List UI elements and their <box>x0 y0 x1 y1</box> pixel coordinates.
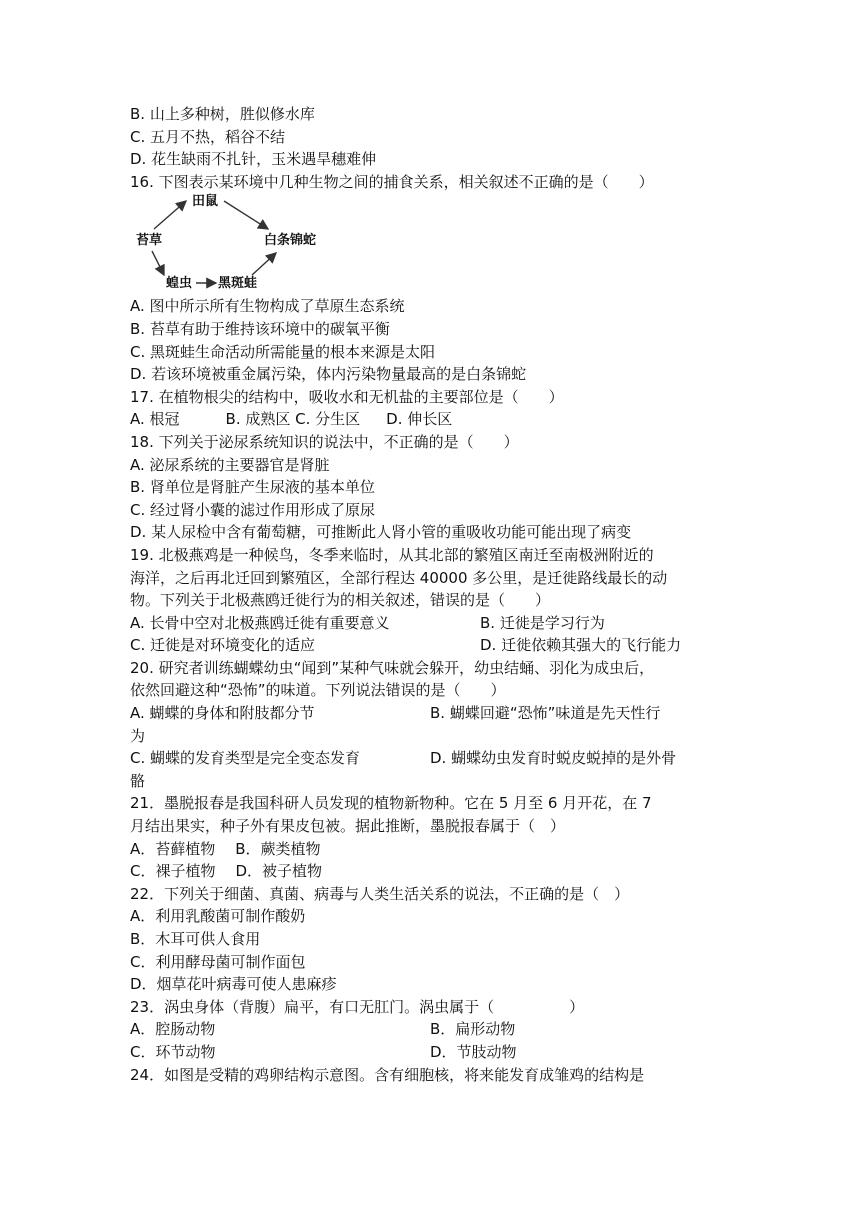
q20-options-row-2 <box>130 747 730 770</box>
q21-stem-line-2: 月结出果实，种子外有果皮包被。据此推断，墨脱报春属于（ ） <box>130 817 566 836</box>
node-vole: 田鼠 <box>192 194 219 210</box>
q16-option-d: D. 若该环境被重金属污染，体内污染物量最高的是白条锦蛇 <box>130 365 527 384</box>
q23-options-row-1 <box>130 1018 730 1041</box>
q18-option-b: B. 肾单位是肾脏产生尿液的基本单位 <box>130 478 375 497</box>
q19-stem-line-2: 海洋，之后再北迁回到繁殖区，全部行程达 40000 多公里，是迁徙路线最长的动 <box>130 568 668 587</box>
q18-stem: 18. 下列关于泌尿系统知识的说法中，不正确的是（ ） <box>130 432 519 451</box>
q21-options-row-1 <box>130 838 730 861</box>
q17-options <box>130 408 730 431</box>
q20-stem-line-2: 依然回避这种“恐怖”的味道。下列说法错误的是（ ） <box>130 681 506 700</box>
q17-option-a: A. 根冠 <box>130 410 180 429</box>
q16-stem: 16. 下图表示某环境中几种生物之间的捕食关系，相关叙述不正确的是（ ） <box>130 172 654 191</box>
node-frog: 黑斑蛙 <box>218 276 258 292</box>
q22-option-a: A．利用乳酸菌可制作酸奶 <box>130 907 306 926</box>
q21-stem-line-1: 21．墨脱报春是我国科研人员发现的植物新物种。它在 5 月至 6 月开花，在 7 <box>130 794 652 813</box>
q21-option-d: D．被子植物 <box>235 862 323 881</box>
q23-option-c: C．环节动物 <box>130 1042 216 1061</box>
q18-option-a: A. 泌尿系统的主要器官是肾脏 <box>130 455 330 474</box>
q18-option-d: D. 某人尿检中含有葡萄糖，可推断此人肾小管的重吸收功能可能出现了病变 <box>130 523 632 542</box>
node-snake: 白条锦蛇 <box>264 233 317 249</box>
q21-option-c: C．裸子植物 <box>130 862 216 881</box>
q19-stem-line-3: 物。下列关于北极燕鸥迁徙行为的相关叙述，错误的是（ ） <box>130 591 551 610</box>
q24-stem: 24．如图是受精的鸡卵结构示意图。含有细胞核，将来能发育成雏鸡的结构是 <box>130 1065 645 1084</box>
q19-option-b: B. 迁徙是学习行为 <box>480 613 605 632</box>
arrow-moss-to-vole <box>154 201 186 229</box>
q21-options-row-2 <box>130 860 730 883</box>
q23-option-b: B．扁形动物 <box>430 1020 516 1039</box>
q17-option-d: D. 伸长区 <box>386 410 453 429</box>
exam-page <box>130 103 730 1086</box>
q22-option-c: C．利用酵母菌可制作面包 <box>130 952 306 971</box>
q19-option-c: C. 迁徙是对环境变化的适应 <box>130 636 316 655</box>
q18-option-c: C. 经过肾小囊的滤过作用形成了原尿 <box>130 500 376 519</box>
q20-option-a: A. 蝴蝶的身体和附肢都分节 <box>130 704 315 723</box>
q19-option-d: D. 迁徙依赖其强大的飞行能力 <box>480 636 682 655</box>
q23-option-a: A．腔肠动物 <box>130 1020 216 1039</box>
q22-option-b: B．木耳可供人食用 <box>130 930 261 948</box>
q21-option-b: B．蕨类植物 <box>235 839 321 858</box>
q17-option-bc: B. 成熟区 C. 分生区 <box>225 410 361 429</box>
q19-options-row-1 <box>130 612 730 635</box>
q23-options-row-2 <box>130 1041 730 1064</box>
q20-options-row-1 <box>130 702 730 725</box>
q23-option-d: D．节肢动物 <box>430 1042 517 1061</box>
q21-option-a: A．苔藓植物 <box>130 839 216 858</box>
q19-option-a: A. 长骨中空对北极燕鸥迁徙有重要意义 <box>130 613 390 632</box>
arrow-vole-to-snake <box>224 201 268 229</box>
q19-options-row-2 <box>130 634 730 657</box>
q20-option-b: B. 蝴蝶回避“恐怖”味道是先天性行 <box>430 704 661 723</box>
q20-option-b-wrap: 为 <box>130 726 146 745</box>
node-locust: 蝗虫 <box>166 276 193 292</box>
q22-option-d: D．烟草花叶病毒可使人患麻疹 <box>130 975 337 994</box>
q16-option-a: A. 图中所示所有生物构成了草原生态系统 <box>130 297 405 316</box>
q15-option-d: D. 花生缺雨不扎针，玉米遇旱穗难伸 <box>130 150 377 169</box>
q20-option-d-wrap: 骼 <box>130 771 146 790</box>
q20-option-c: C. 蝴蝶的发育类型是完全变态发育 <box>130 749 361 768</box>
q16-option-b: B. 苔草有助于维持该环境中的碳氧平衡 <box>130 319 390 338</box>
q22-stem: 22．下列关于细菌、真菌、病毒与人类生活关系的说法，不正确的是（ ） <box>130 884 630 903</box>
q15-option-c: C. 五月不热，稻谷不结 <box>130 127 286 146</box>
arrow-frog-to-snake <box>252 253 276 275</box>
q20-stem-line-1: 20. 研究者训练蝴蝶幼虫“闻到”某种气味就会躲开，幼虫结蛹、羽化为成虫后， <box>130 658 655 677</box>
q17-stem: 17. 在植物根尖的结构中，吸收水和无机盐的主要部位是（ ） <box>130 387 564 406</box>
q15-option-b: B. 山上多种树，胜似修水库 <box>130 105 315 123</box>
node-moss: 苔草 <box>136 233 163 249</box>
q16-option-c: C. 黑斑蛙生命活动所需能量的根本来源是太阳 <box>130 342 436 361</box>
q19-stem-line-1: 19. 北极燕鸡是一种候鸟，冬季来临时，从其北部的繁殖区南迁至南极洲附近的 <box>130 545 654 564</box>
food-web-diagram <box>134 195 334 295</box>
arrow-moss-to-locust <box>152 251 164 275</box>
q23-stem: 23．涡虫身体（背腹）扁平，有口无肛门。涡虫属于（ ） <box>130 997 585 1016</box>
q20-option-d: D. 蝴蝶幼虫发育时蜕皮蜕掉的是外骨 <box>430 749 677 768</box>
